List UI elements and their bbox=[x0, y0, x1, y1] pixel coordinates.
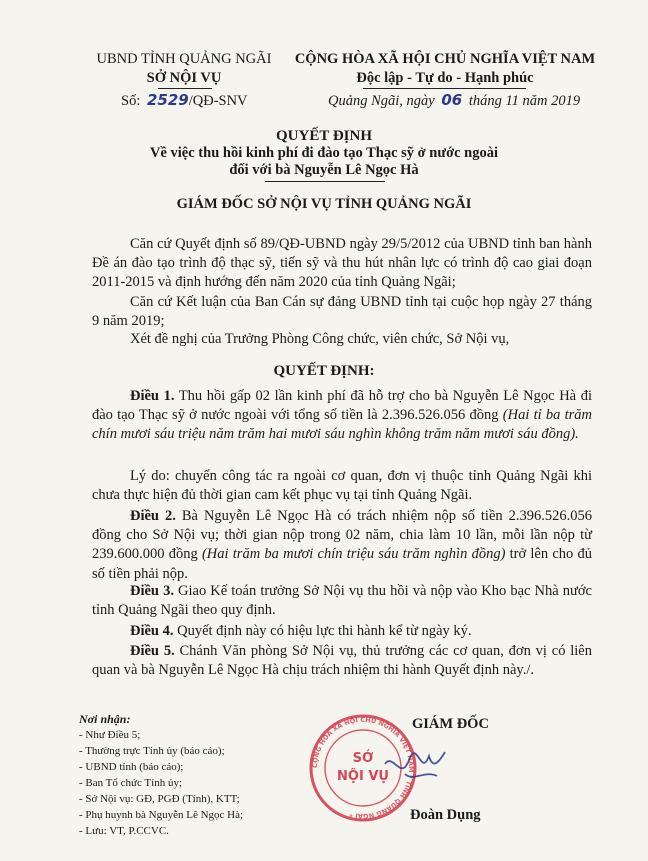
preamble-basis-1: Căn cứ Quyết định số 89/QĐ-UBND ngày 29/5/2012 của UBND tỉnh ban hành Đề án đào tạo trình độ thạc sỹ, tiến sỹ và thu hút nhân lực có trình độ cao giai đoạn 2011-2015 và định hướng đến năm 2020 của tỉnh Quảng Ngãi; bbox=[92, 236, 592, 291]
subject-line2: đối với bà Nguyễn Lê Ngọc Hà bbox=[229, 162, 419, 178]
recipient-item: - UBND tỉnh (báo cáo); bbox=[79, 761, 184, 773]
subject-line1: Về việc thu hồi kinh phí đi đào tạo Thạc sỹ ở nước ngoài bbox=[150, 145, 498, 161]
number-handwritten: 2529 bbox=[146, 91, 189, 109]
issuer-name: SỞ NỘI VỤ bbox=[146, 70, 222, 86]
number-suffix: /QĐ-SNV bbox=[188, 93, 248, 109]
document-type: QUYẾT ĐỊNH bbox=[276, 128, 372, 144]
preamble-basis-2: Căn cứ Kết luận của Ban Cán sự đảng UBND tỉnh tại cuộc họp ngày 27 tháng 9 năm 2019; bbox=[92, 294, 592, 330]
article-2-amount-words: (Hai trăm ba mươi chín triệu sáu trăm nghìn đồng) bbox=[201, 546, 506, 563]
issuer-underline bbox=[158, 88, 212, 89]
signer-name: Đoàn Dụng bbox=[410, 807, 481, 823]
article-3-label: Điều 3. bbox=[130, 583, 174, 599]
article-2 bbox=[92, 507, 592, 584]
issue-date bbox=[328, 91, 580, 110]
stamp-inner-ring bbox=[325, 730, 401, 806]
article-2-tail: trở lên cho đủ số tiền phải nộp. bbox=[92, 546, 592, 582]
date-day: 06 bbox=[441, 91, 463, 109]
article-4 bbox=[92, 622, 592, 641]
recipients-heading: Nơi nhận: bbox=[79, 712, 131, 726]
decision-heading: QUYẾT ĐỊNH: bbox=[273, 363, 375, 379]
signer-title: GIÁM ĐỐC bbox=[412, 716, 489, 732]
article-2-label: Điều 2. bbox=[130, 508, 176, 524]
stamp-center-line2: NỘI VỤ bbox=[337, 769, 389, 784]
article-4-text: Quyết định này có hiệu lực thi hành kể từ ngày ký. bbox=[173, 623, 472, 639]
subject-underline bbox=[265, 181, 385, 182]
article-1-text: Thu hồi gấp 02 lần kinh phí đã hỗ trợ cho bà Nguyễn Lê Ngọc Hà đi đào tạo Thạc sỹ ở nước ngoài với tổng số tiền là 2.396.526.056 đồng bbox=[92, 388, 592, 424]
article-1 bbox=[92, 387, 592, 445]
article-1-reason: Lý do: chuyển công tác ra ngoài cơ quan, đơn vị thuộc tỉnh Quảng Ngãi khi chưa thực hiện đủ thời gian cam kết phục vụ tại tỉnh Quảng Ngãi. bbox=[92, 468, 592, 504]
article-5-text: Chánh Văn phòng Sở Nội vụ, thủ trưởng các cơ quan, đơn vị có liên quan và bà Nguyễn Lê Ngọc Hà chịu trách nhiệm thi hành Quyết định này./. bbox=[92, 643, 592, 679]
article-1-amount-words: (Hai tỉ ba trăm chín mươi sáu triệu năm trăm hai mươi sáu nghìn không trăm năm mươi sáu đồng). bbox=[92, 407, 592, 443]
stamp-center-line1: SỞ bbox=[352, 751, 374, 766]
national-title: CỘNG HÒA XÃ HỘI CHỦ NGHĨA VIỆT NAM bbox=[294, 51, 596, 67]
date-suffix: tháng 11 năm 2019 bbox=[468, 93, 581, 109]
article-3-text: Giao Kế toán trưởng Sở Nội vụ thu hồi và nộp vào Kho bạc Nhà nước tỉnh Quảng Ngãi theo quy định. bbox=[92, 583, 592, 619]
recipient-item: - Lưu: VT, P.CCVC. bbox=[79, 825, 169, 837]
document-number bbox=[121, 91, 248, 110]
article-1-label: Điều 1. bbox=[130, 388, 175, 404]
recipient-item: - Ban Tổ chức Tỉnh ủy; bbox=[79, 777, 183, 789]
preamble-proposal: Xét đề nghị của Trưởng Phòng Công chức, viên chức, Sở Nội vụ, bbox=[130, 331, 510, 347]
issuing-authority: GIÁM ĐỐC SỞ NỘI VỤ TỈNH QUẢNG NGÃI bbox=[176, 196, 472, 212]
national-motto: Độc lập - Tự do - Hạnh phúc bbox=[356, 70, 534, 86]
stamp-ring-text: CỘNG HÒA XÃ HỘI CHỦ NGHĨA VIỆT NAM * TỈNH QUẢNG NGÃI * bbox=[310, 715, 416, 821]
article-2-text: Bà Nguyễn Lê Ngọc Hà có trách nhiệm nộp số tiền 2.396.526.056 đồng cho Sở Nội vụ; thời gian nộp trong 02 năm, chia làm 10 lần, mỗi lần nộp từ 239.600.000 đồng bbox=[92, 508, 593, 563]
recipient-item: - Sở Nội vụ: GĐ, PGĐ (Tính), KTT; bbox=[79, 793, 240, 805]
recipient-item: - Phụ huynh bà Nguyễn Lê Ngọc Hà; bbox=[79, 809, 244, 821]
article-5 bbox=[92, 642, 592, 680]
article-4-label: Điều 4. bbox=[130, 623, 174, 639]
recipient-item: - Thường trực Tỉnh ủy (báo cáo); bbox=[79, 745, 225, 757]
date-prefix: Quảng Ngãi, ngày bbox=[328, 93, 435, 109]
issuer-parent: UBND TỈNH QUẢNG NGÃI bbox=[96, 51, 272, 67]
article-3 bbox=[92, 582, 592, 620]
number-prefix: Số: bbox=[121, 93, 141, 109]
recipient-item: - Như Điều 5; bbox=[79, 729, 141, 741]
article-5-label: Điều 5. bbox=[130, 643, 175, 659]
motto-underline bbox=[363, 88, 526, 89]
